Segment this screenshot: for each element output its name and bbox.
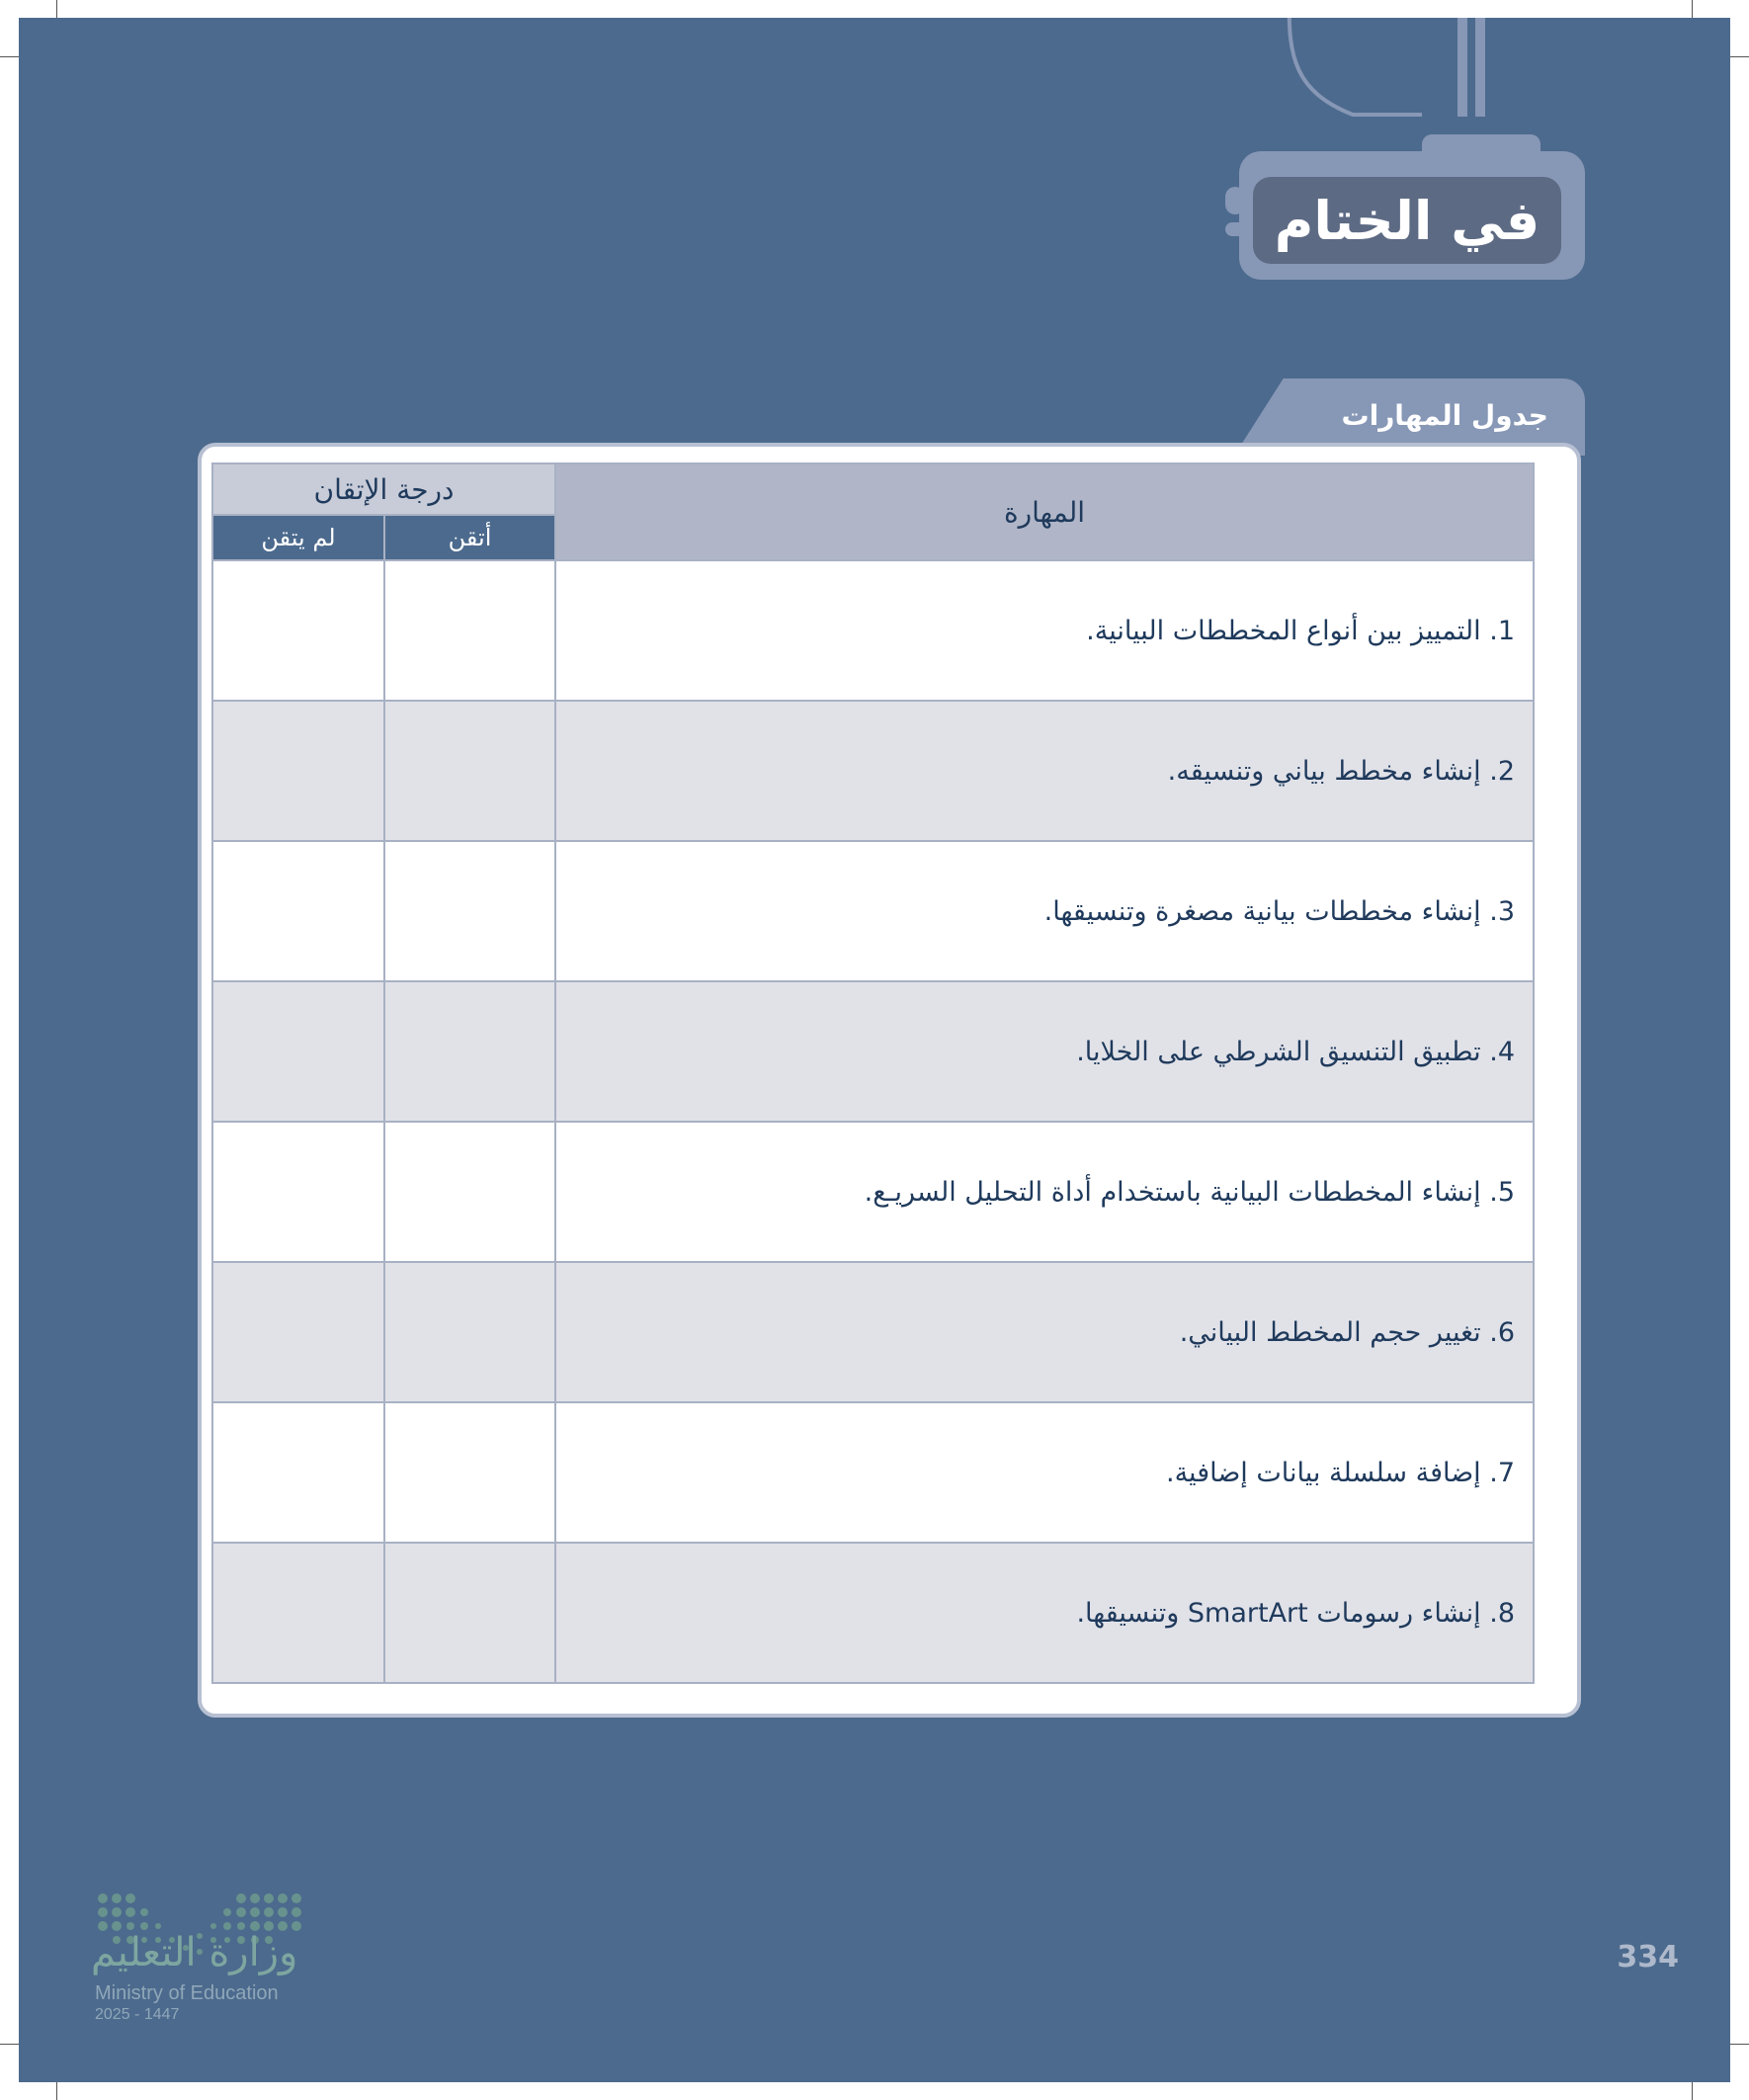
skill-cell: 6. تغيير حجم المخطط البياني. [555, 1262, 1534, 1402]
not-mastered-cell[interactable] [212, 1402, 384, 1543]
ministry-year: 2025 - 1447 [95, 2006, 180, 2023]
skill-cell: 8. إنشاء رسومات SmartArt وتنسيقها. [555, 1543, 1534, 1683]
not-mastered-cell[interactable] [212, 841, 384, 981]
table-row [212, 1262, 1534, 1402]
table-row [212, 1122, 1534, 1262]
skill-cell: 5. إنشاء المخططات البيانية باستخدام أداة التحليل السريـع. [555, 1122, 1534, 1262]
mastered-cell[interactable] [384, 981, 555, 1122]
not-mastered-header: لم يتقن [212, 515, 384, 560]
skill-cell: 2. إنشاء مخطط بياني وتنسيقه. [555, 701, 1534, 841]
not-mastered-cell[interactable] [212, 1122, 384, 1262]
mastered-cell[interactable] [384, 1262, 555, 1402]
table-row [212, 981, 1534, 1122]
tag-tip [1225, 222, 1245, 236]
ministry-name-english: Ministry of Education [95, 1982, 279, 2004]
page-number: 334 [1617, 1940, 1679, 1974]
not-mastered-cell[interactable] [212, 701, 384, 841]
degree-header: درجة الإتقان [212, 463, 555, 515]
not-mastered-cell[interactable] [212, 981, 384, 1122]
mastered-cell[interactable] [384, 1402, 555, 1543]
skills-table [211, 462, 1535, 1684]
table-row [212, 1543, 1534, 1683]
mastered-cell[interactable] [384, 701, 555, 841]
ministry-name-arabic: وزارة التعليم [91, 1930, 298, 1975]
skill-cell: 4. تطبيق التنسيق الشرطي على الخلايا. [555, 981, 1534, 1122]
section-label: جدول المهارات [1341, 399, 1548, 432]
skill-cell: 7. إضافة سلسلة بيانات إضافية. [555, 1402, 1534, 1543]
mastered-cell[interactable] [384, 841, 555, 981]
mastered-header: أتقن [384, 515, 555, 560]
table-row [212, 560, 1534, 701]
page-title: في الختام [1253, 177, 1561, 264]
mastered-cell[interactable] [384, 1122, 555, 1262]
skill-header: المهارة [555, 463, 1534, 560]
table-row [212, 1402, 1534, 1543]
not-mastered-cell[interactable] [212, 560, 384, 701]
skill-cell: 3. إنشاء مخططات بيانية مصغرة وتنسيقها. [555, 841, 1534, 981]
not-mastered-cell[interactable] [212, 1262, 384, 1402]
title-tag [1239, 151, 1585, 280]
table-row [212, 841, 1534, 981]
page [19, 18, 1730, 2082]
mastered-cell[interactable] [384, 1543, 555, 1683]
mastered-cell[interactable] [384, 560, 555, 701]
table-row [212, 701, 1534, 841]
not-mastered-cell[interactable] [212, 1543, 384, 1683]
tag-tip [1225, 187, 1245, 214]
skill-cell: 1. التمييز بين أنواع المخططات البيانية. [555, 560, 1534, 701]
